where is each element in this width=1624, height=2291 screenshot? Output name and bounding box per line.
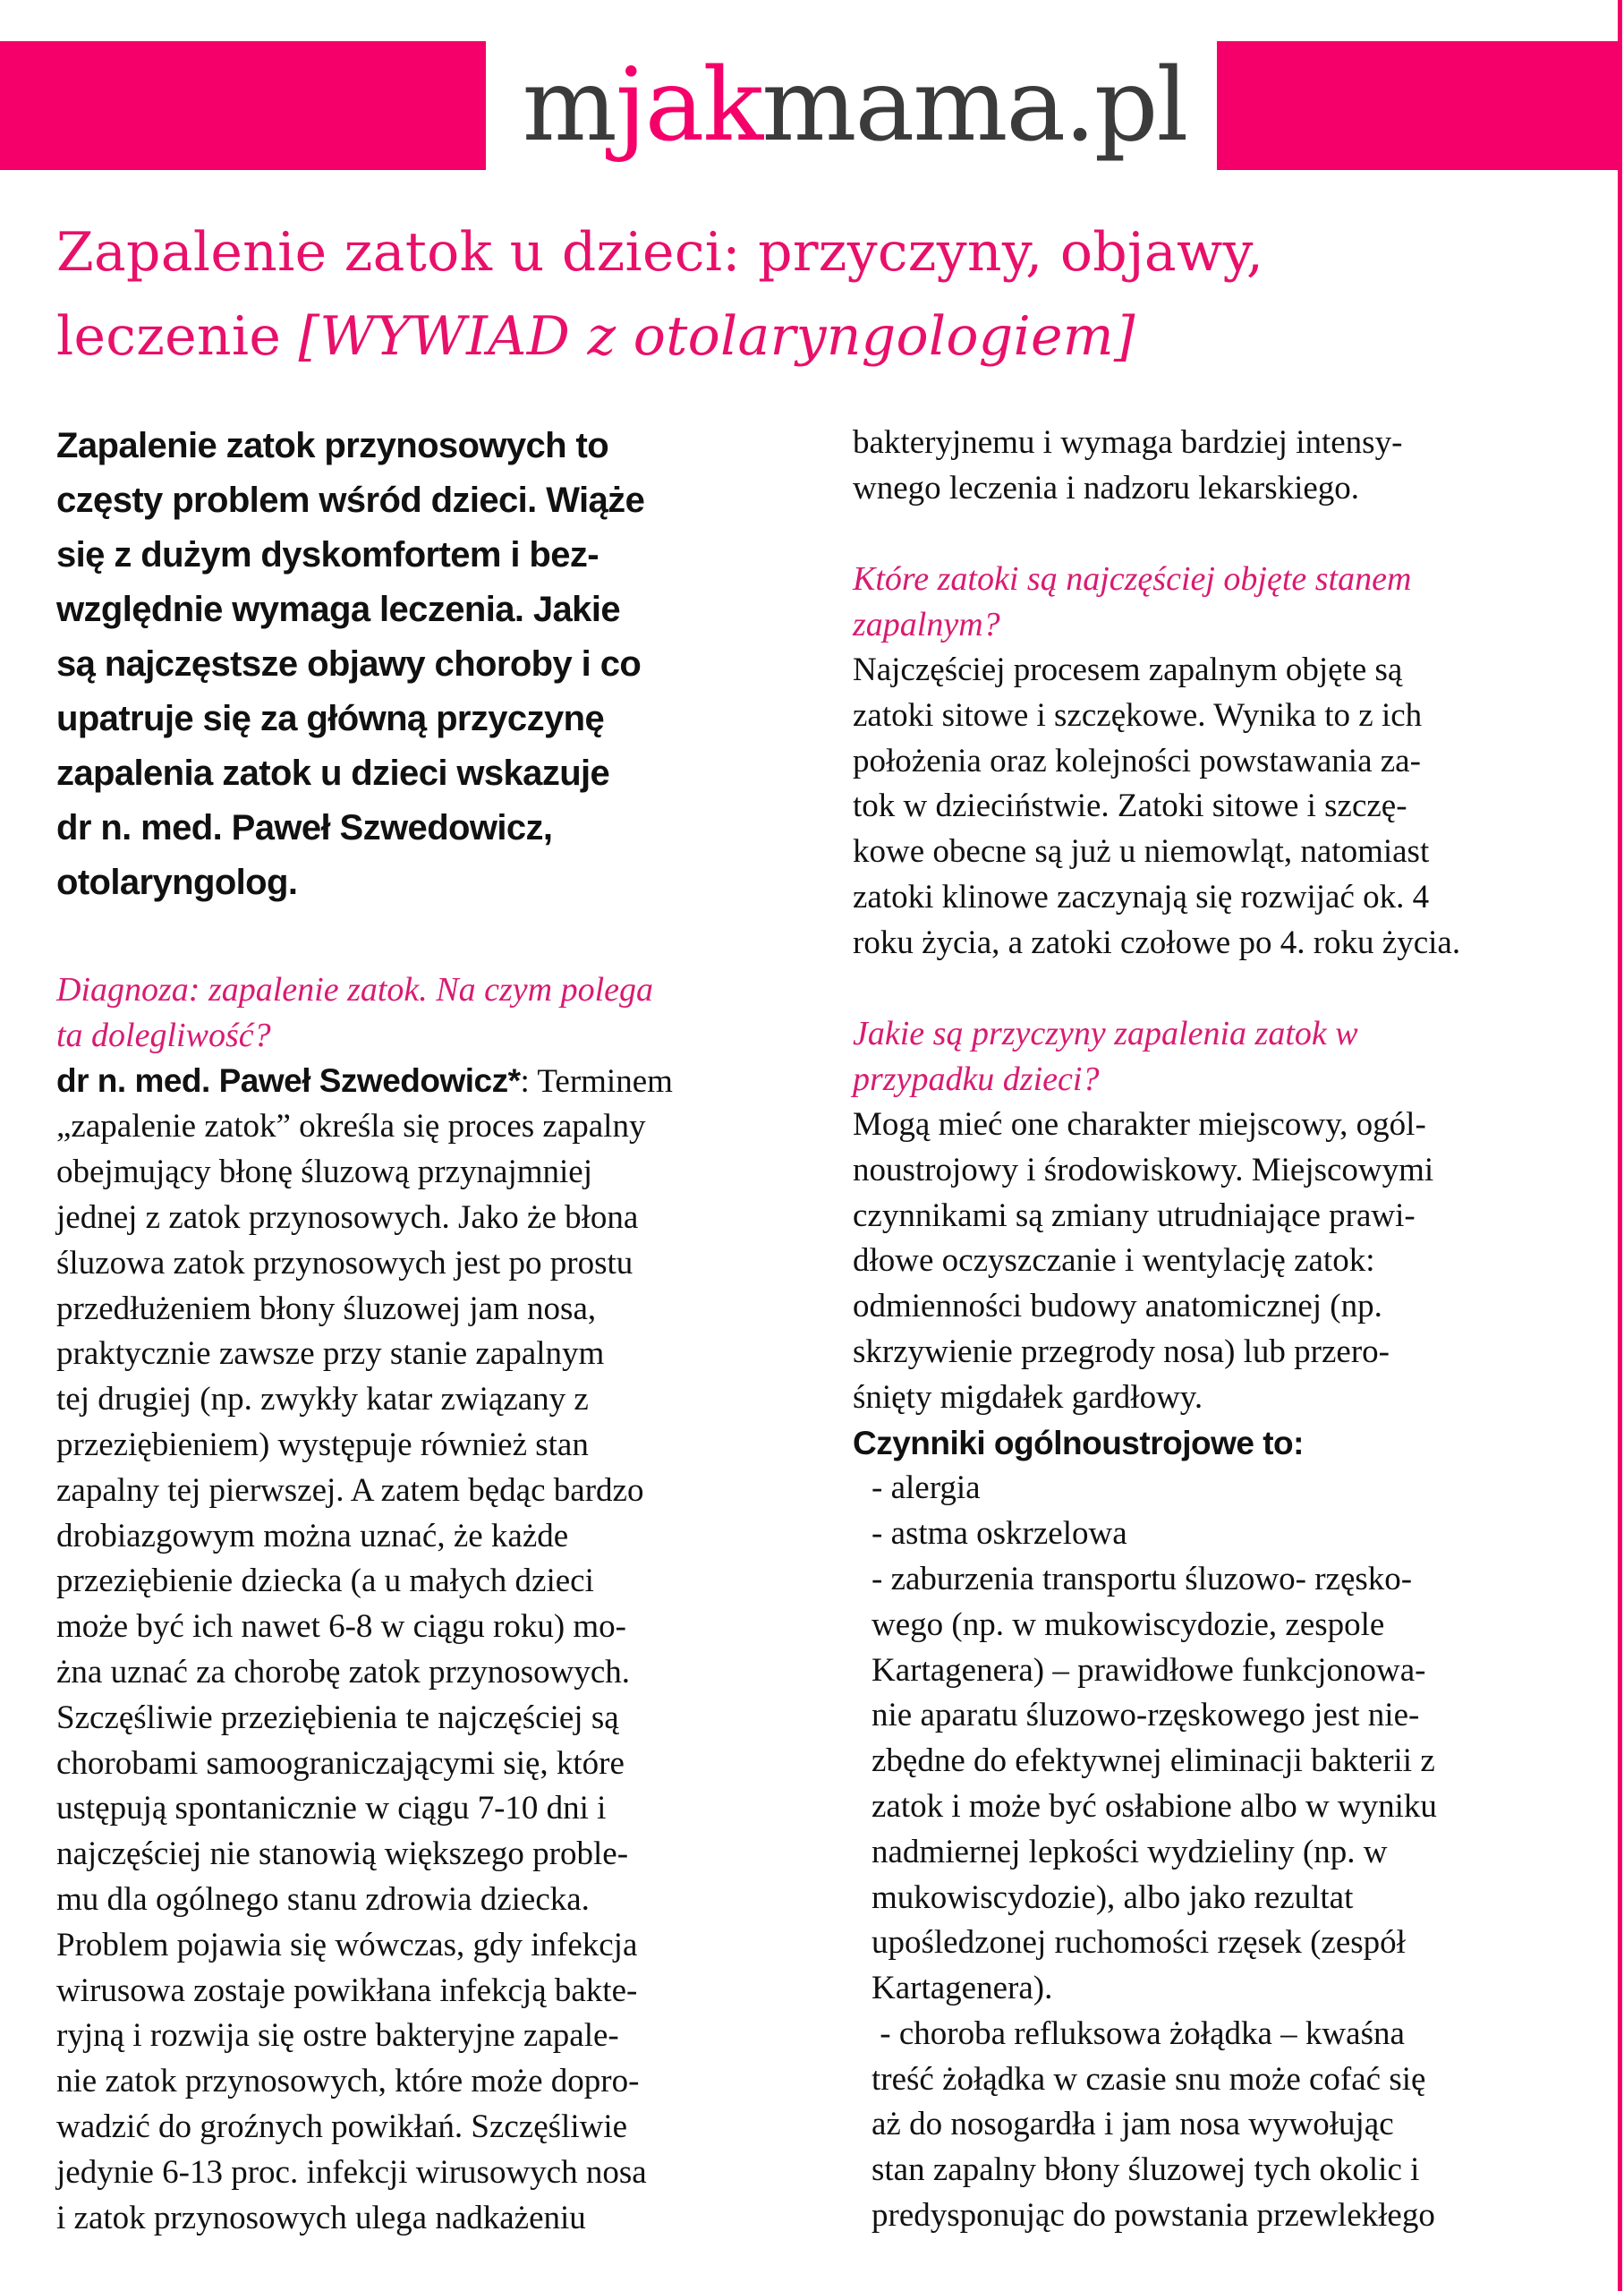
body-line: ustępują spontanicznie w ciągu 7-10 dni i <box>56 1790 607 1827</box>
body-line: ryjną i rozwija się ostre bakteryjne zapale- <box>56 2017 619 2055</box>
body-line: nie zatok przynosowych, które może dopro- <box>56 2063 640 2100</box>
body-line: skrzywienie przegrody nosa) lub przero- <box>853 1333 1390 1370</box>
list-item-continued: Kartagenera). <box>872 1970 1053 2007</box>
body-line: roku życia, a zatoki czołowe po 4. roku życia. <box>853 924 1461 961</box>
body-line: przeziębienie dziecka (a u małych dzieci <box>56 1563 594 1600</box>
body-line: noustrojowy i środowiskowy. Miejscowymi <box>853 1151 1434 1188</box>
heading-line: zapalnym? <box>853 606 1000 644</box>
heading-line: ta dolegliwość? <box>56 1016 271 1054</box>
paragraph-gap <box>853 512 1586 558</box>
body-line: wnego leczenia i nadzoru lekarskiego. <box>853 469 1360 507</box>
speaker-line <box>56 1059 790 1105</box>
heading-line: Które zatoki są najczęściej objęte stanem <box>853 560 1412 599</box>
lead-line: się z dużym dyskomfortem i bez- <box>56 535 599 575</box>
list-item-continued: upośledzonej ruchomości rzęsek (zespół <box>872 1924 1406 1962</box>
heading-line: przypadku dzieci? <box>853 1060 1100 1099</box>
body-line: wirusowa zostaje powikłana infekcją bakte- <box>56 1972 638 2009</box>
list-item-continued: predysponując do powstania przewlekłego <box>872 2197 1435 2235</box>
list-item-continued: aż do nosogardła i jam nosa wywołując <box>872 2106 1394 2143</box>
body-line: Problem pojawia się wówczas, gdy infekcja <box>56 1926 638 1963</box>
list-item: - zaburzenia transportu śluzowo- rzęsko- <box>872 1560 1413 1597</box>
logo-suffix: mama.pl <box>761 47 1187 164</box>
body-line: obejmujący błonę śluzową przynajmniej <box>56 1154 593 1191</box>
body-line: położenia oraz kolejności powstawania za- <box>853 742 1421 779</box>
body-line: i zatok przynosowych ulega nadkażeniu <box>56 2199 586 2236</box>
lead-line: upatruje się za główną przyczynę <box>56 699 605 738</box>
list-item-continued: stan zapalny błony śluzowej tych okolic i <box>872 2151 1420 2189</box>
body-line: chorobami samoograniczającymi się, które <box>56 1744 625 1782</box>
speaker-line-rest: : Terminem <box>520 1062 673 1100</box>
body-line: śluzowa zatok przynosowych jest po prostu <box>56 1244 633 1282</box>
list-item-continued: wego (np. w mukowiscydozie, zespole <box>872 1605 1385 1643</box>
body-line: jedynie 6-13 proc. infekcji wirusowych nosa <box>56 2153 647 2191</box>
list-item-continued: zbędne do efektywnej eliminacji bakterii z <box>872 1742 1435 1780</box>
body-line: jednej z zatok przynosowych. Jako że błona <box>56 1198 639 1236</box>
section-heading-causes <box>853 1011 1586 1103</box>
list-item-continued: Kartagenera) – prawidłowe funkcjonowa- <box>872 1651 1426 1689</box>
title-line-2: leczenie <box>56 305 299 368</box>
lead-paragraph <box>56 419 790 910</box>
body-line: może być ich nawet 6-8 w ciągu roku) mo- <box>56 1608 627 1646</box>
speaker-name: dr n. med. Paweł Szwedowicz* <box>56 1061 521 1099</box>
lead-line: są najczęstsze objawy choroby i co <box>56 644 642 684</box>
list-item: - choroba refluksowa żołądka – kwaśna <box>872 2014 1405 2052</box>
causes-list <box>853 1466 1586 2239</box>
body-line: zatoki klinowe zaczynają się rozwijać ok. 4 <box>853 878 1430 916</box>
logo-accent: jak <box>615 47 762 164</box>
body-line: zapalny tej pierwszej. A zatem będąc bardzo <box>56 1471 644 1509</box>
section-body-diagnosis-continued <box>853 421 1586 512</box>
body-line: tej drugiej (np. zwykły katar związany z <box>56 1381 589 1418</box>
body-line: najczęściej nie stanowią większego proble- <box>56 1835 629 1873</box>
right-edge-rule <box>1618 0 1622 2291</box>
lead-line: otolaryngolog. <box>56 863 298 902</box>
body-line: Szczęśliwie przeziębienia te najczęściej są <box>56 1699 619 1736</box>
body-line: przeziębieniem) występuje również stan <box>56 1426 589 1463</box>
body-line: wadzić do groźnych powikłań. Szczęśliwie <box>56 2108 628 2145</box>
list-item-continued: mukowiscydozie), albo jako rezultat <box>872 1878 1354 1916</box>
left-column <box>56 419 790 2241</box>
body-line: kowe obecne są już u niemowląt, natomiast <box>853 833 1430 871</box>
list-item-continued: treść żołądka w czasie snu może cofać się <box>872 2060 1426 2098</box>
body-line: śnięty migdałek gardłowy. <box>853 1378 1203 1416</box>
body-line: przedłużeniem błony śluzowej jam nosa, <box>56 1290 597 1327</box>
lead-line: dr n. med. Paweł Szwedowicz, <box>56 808 553 847</box>
body-line: tok w dzieciństwie. Zatoki sitowe i szczę- <box>853 788 1407 825</box>
logo-prefix: m <box>522 47 616 164</box>
lead-line: częsty problem wśród dzieci. Wiąże <box>56 481 645 520</box>
right-column <box>853 421 1586 2239</box>
body-line: Najczęściej procesem zapalnym objęte są <box>853 651 1403 688</box>
lead-line: zapalenia zatok u dzieci wskazuje <box>56 754 610 793</box>
body-line: czynnikami są zmiany utrudniające prawi- <box>853 1197 1416 1234</box>
title-tag: [WYWIAD z otolaryngologiem] <box>298 305 1135 368</box>
heading-line: Diagnoza: zapalenie zatok. Na czym polega <box>56 971 654 1009</box>
header-bar-right <box>1217 41 1620 170</box>
paragraph-gap <box>853 967 1586 1012</box>
list-item: - astma oskrzelowa <box>872 1515 1127 1553</box>
body-line: żna uznać za chorobę zatok przynosowych. <box>56 1653 631 1691</box>
list-item-continued: zatok i może być osłabione albo w wyniku <box>872 1787 1437 1825</box>
body-line: drobiazgowym można uznać, że każde <box>56 1517 569 1554</box>
body-line: odmienności budowy anatomicznej (np. <box>853 1288 1382 1325</box>
lead-line: Zapalenie zatok przynosowych to <box>56 426 609 465</box>
title-line-1: Zapalenie zatok u dzieci: przyczyny, objawy, <box>56 221 1264 284</box>
body-line: „zapalenie zatok” określa się proces zapalny <box>56 1108 646 1146</box>
section-body-which-sinuses <box>853 648 1586 967</box>
body-line: bakteryjnemu i wymaga bardziej intensy- <box>853 424 1403 461</box>
article-title <box>56 210 1577 379</box>
section-body-diagnosis <box>56 1059 790 2242</box>
site-header <box>0 41 1620 170</box>
section-heading-which-sinuses <box>853 557 1586 648</box>
body-line: praktycznie zawsze przy stanie zapalnym <box>56 1335 605 1373</box>
site-logo[interactable] <box>501 45 1208 166</box>
lead-line: względnie wymaga leczenia. Jakie <box>56 590 620 629</box>
body-line: mu dla ogólnego stanu zdrowia dziecka. <box>56 1880 590 1918</box>
section-heading-diagnosis <box>56 967 790 1059</box>
list-item-continued: nie aparatu śluzowo-rzęskowego jest nie- <box>872 1697 1420 1734</box>
list-item-continued: nadmiernej lepkości wydzieliny (np. w <box>872 1833 1388 1870</box>
list-heading: Czynniki ogólnoustrojowe to: <box>853 1424 1304 1461</box>
header-bar-left <box>0 41 486 170</box>
list-item: - alergia <box>872 1469 981 1507</box>
section-body-causes <box>853 1103 1586 2239</box>
body-line: Mogą mieć one charakter miejscowy, ogól- <box>853 1105 1426 1143</box>
body-line: zatoki sitowe i szczękowe. Wynika to z ich <box>853 696 1423 734</box>
heading-line: Jakie są przyczyny zapalenia zatok w <box>853 1015 1358 1053</box>
body-line: dłowe oczyszczanie i wentylację zatok: <box>853 1242 1375 1280</box>
